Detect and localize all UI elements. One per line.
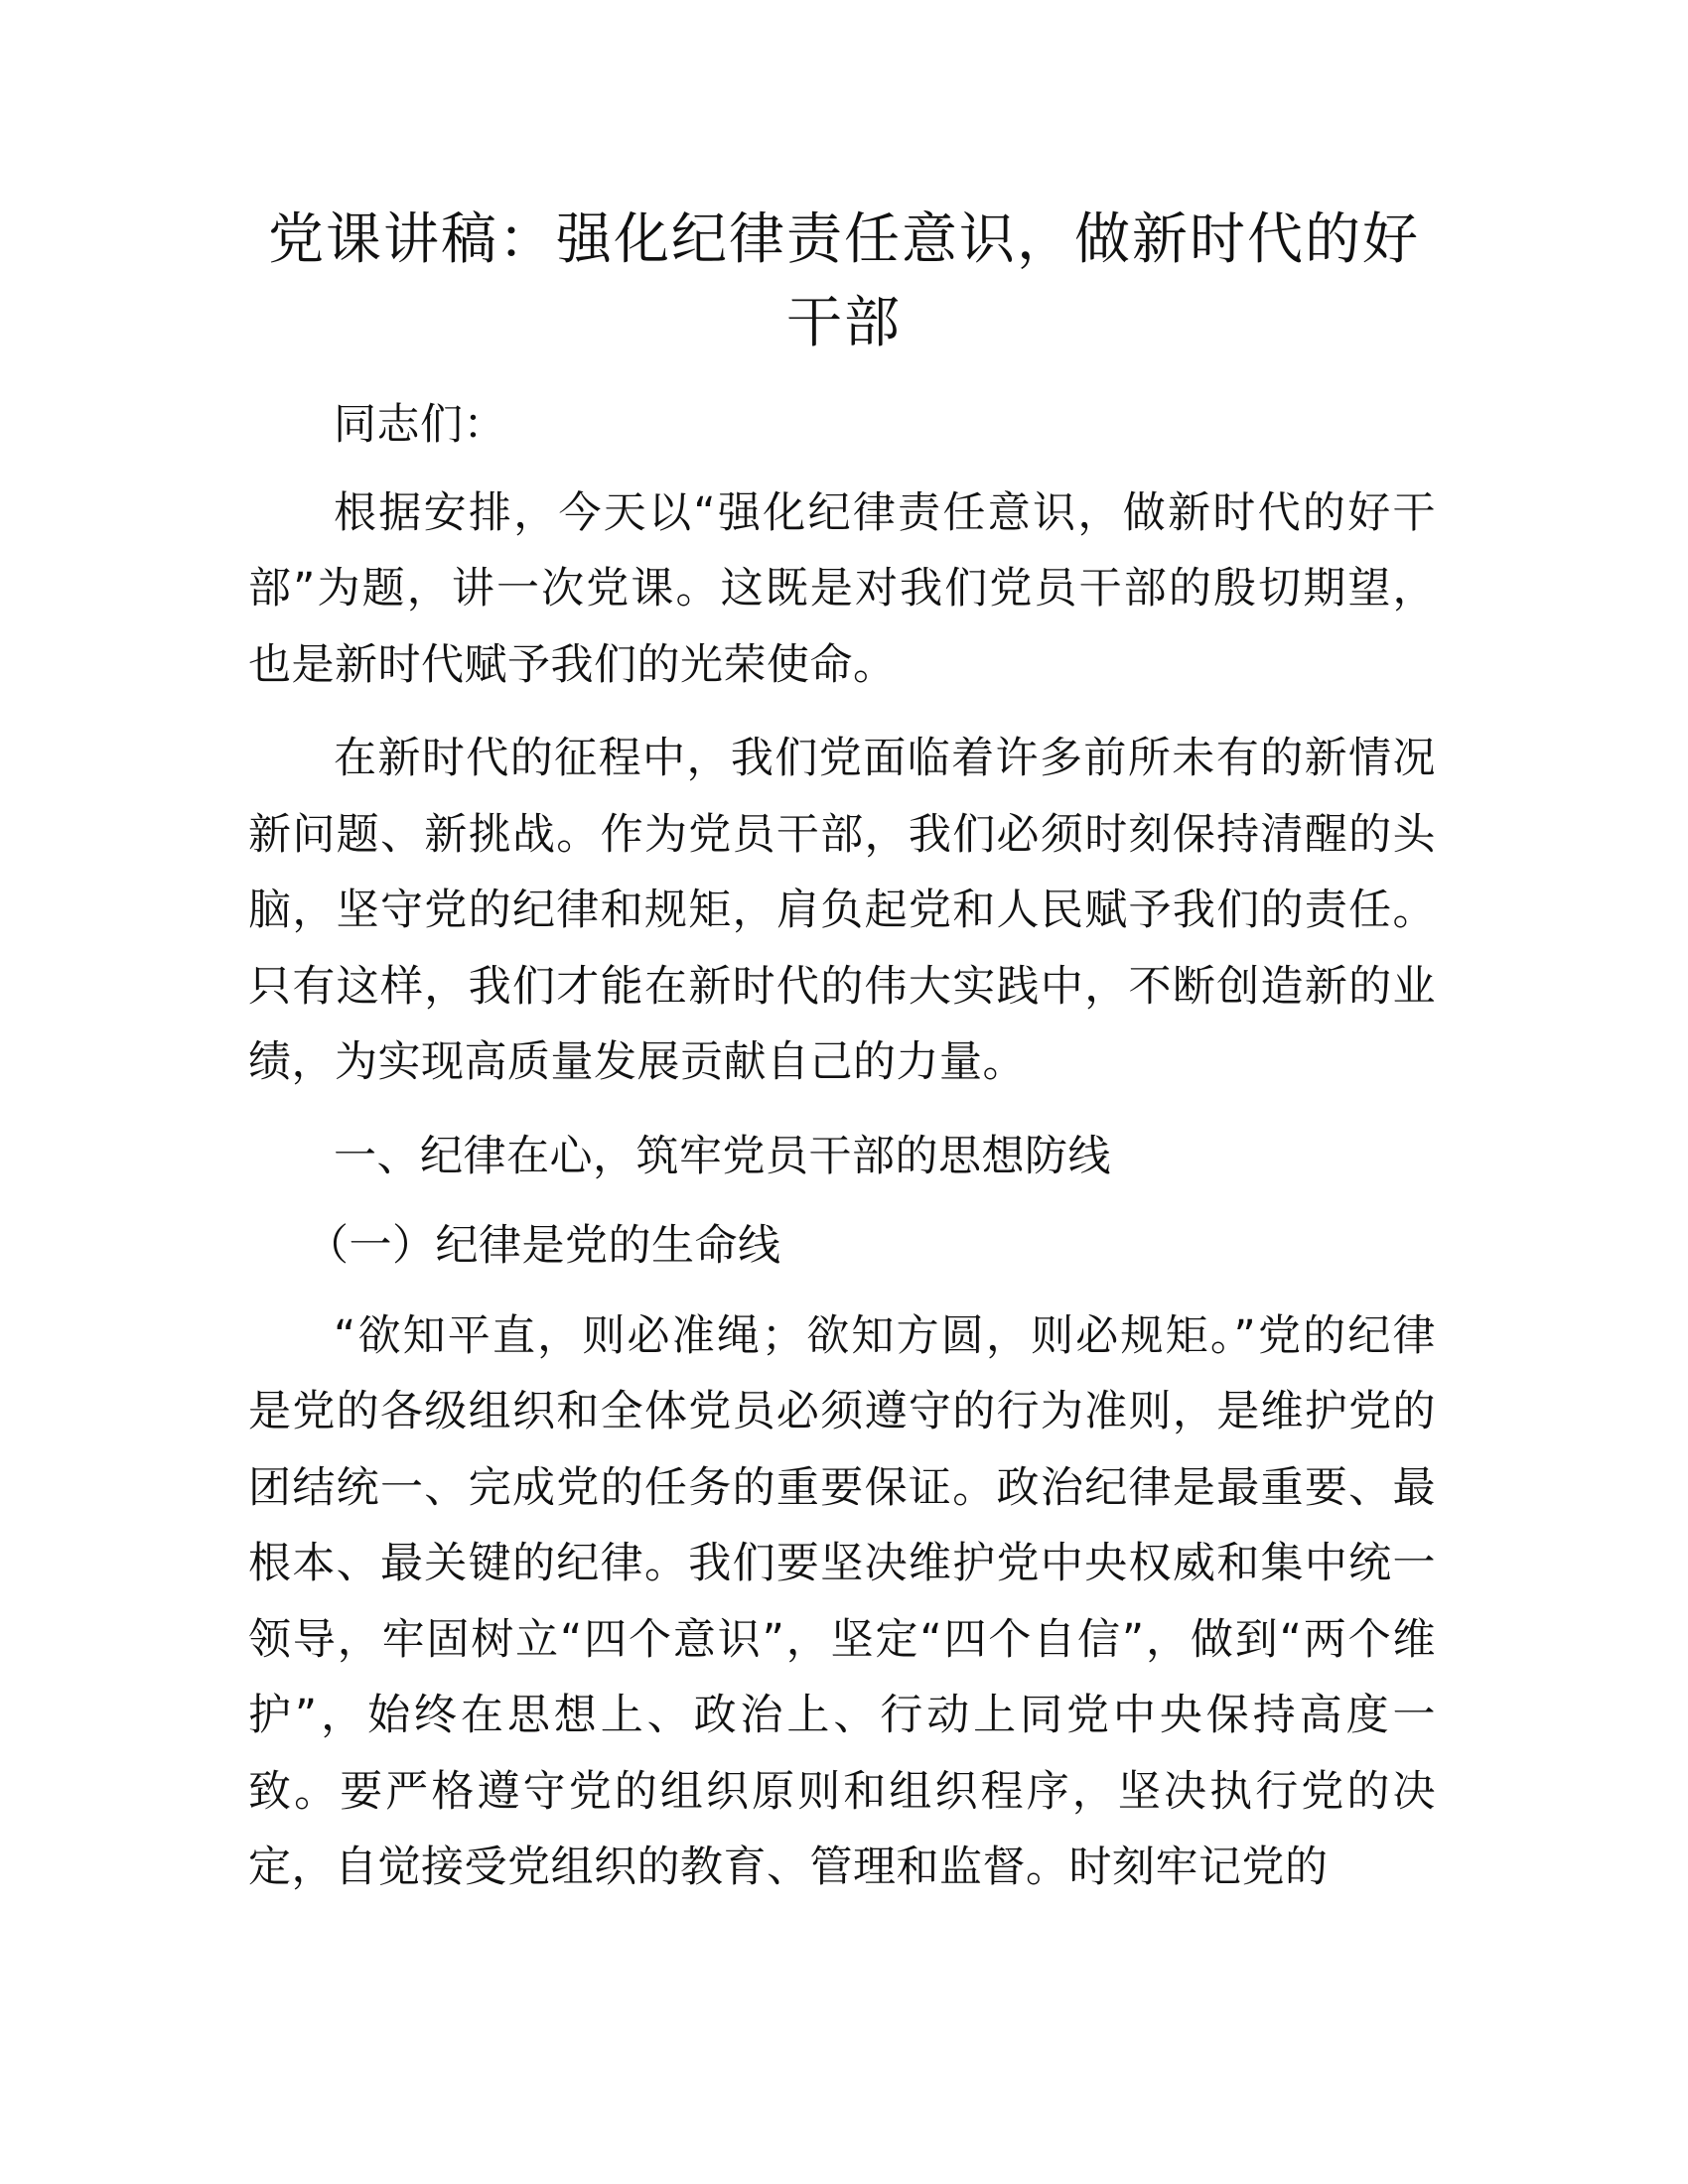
salutation: 同志们： xyxy=(334,400,506,450)
paragraph-discipline: “欲知平直，则必准绳；欲知方圆，则必规矩。”党的纪律是党的各级组织和全体党员必须遵守的行为准则，是维护党的团结统一、完成党的任务的重要保证。政治纪律是最重要、最根本、最关键的纪律。我们要坚决维护党中央权威和集中统一领导，牢固树立“四个意识”，坚定“四个自信”，做到“两个维护”，始终在思想上、政治上、行动上同党中央保持高度一致。要严格遵守党的组织原则和组织程序，坚决执行党的决定，自觉接受党组织的教育、管理和监督。时刻牢记党的 xyxy=(248,1310,1436,1892)
document-title: 党课讲稿：强化纪律责任意识，做新时代的好干部 xyxy=(268,207,1420,355)
section-heading-1: 一、纪律在心，筑牢党员干部的思想防线 xyxy=(334,1131,1111,1181)
paragraph-intro: 根据安排，今天以“强化纪律责任意识，做新时代的好干部”为题，讲一次党课。这既是对我们党员干部的殷切期望，也是新时代赋予我们的光荣使命。 xyxy=(248,487,1436,690)
document-body xyxy=(248,387,1436,1924)
paragraph-context: 在新时代的征程中，我们党面临着许多前所未有的新情况新问题、新挑战。作为党员干部，我们必须时刻保持清醒的头脑，坚守党的纪律和规矩，肩负起党和人民赋予我们的责任。只有这样，我们才能在新时代的伟大实践中，不断创造新的业绩，为实现高质量发展贡献自己的力量。 xyxy=(248,734,1436,1087)
subsection-heading-1-1: （一）纪律是党的生命线 xyxy=(306,1221,781,1271)
